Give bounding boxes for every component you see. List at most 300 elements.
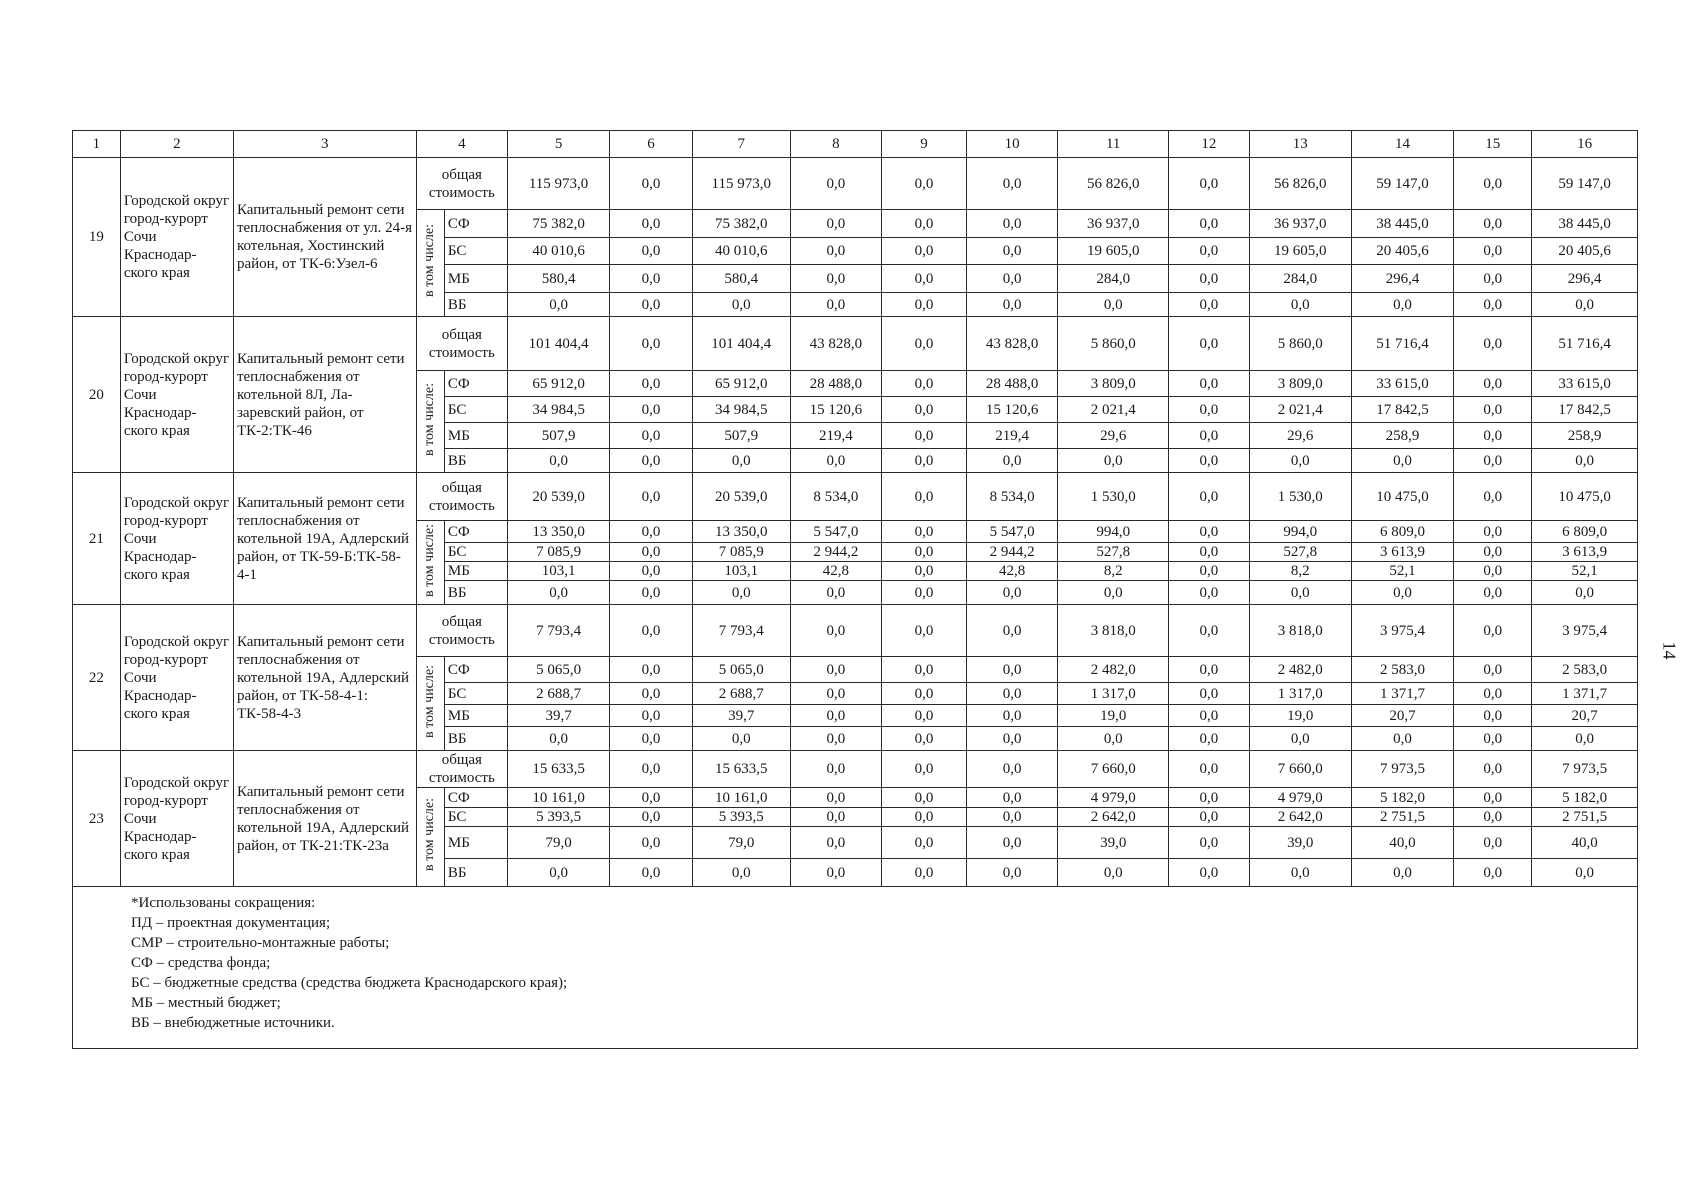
source-value-cell: 0,0: [1532, 293, 1638, 317]
total-value-cell: 43 828,0: [790, 317, 881, 371]
source-value-cell: 0,0: [966, 238, 1057, 265]
source-value-cell: 219,4: [966, 423, 1057, 449]
header-row: [73, 131, 1638, 158]
total-value-cell: 1 530,0: [1249, 473, 1351, 521]
total-cost-label: общая стоимость: [416, 473, 507, 521]
source-value-cell: 0,0: [692, 727, 790, 751]
source-value-cell: 2 944,2: [966, 543, 1057, 562]
total-value-cell: 115 973,0: [692, 158, 790, 210]
source-value-cell: 103,1: [507, 562, 609, 581]
total-cost-label: общая стоимость: [416, 751, 507, 788]
source-value-cell: 33 615,0: [1532, 371, 1638, 397]
source-value-cell: 5 393,5: [507, 808, 609, 827]
source-label: СФ: [444, 371, 507, 397]
source-value-cell: 0,0: [790, 449, 881, 473]
source-value-cell: 36 937,0: [1058, 210, 1169, 238]
source-value-cell: 0,0: [1169, 562, 1249, 581]
source-value-cell: 40,0: [1351, 827, 1453, 859]
source-value-cell: 28 488,0: [790, 371, 881, 397]
row-number: 20: [73, 317, 121, 473]
source-value-cell: 0,0: [1454, 562, 1532, 581]
total-value-cell: 0,0: [1454, 158, 1532, 210]
source-value-cell: 2 021,4: [1058, 397, 1169, 423]
column-header: 13: [1249, 131, 1351, 158]
source-value-cell: 5 547,0: [966, 521, 1057, 543]
source-value-cell: 0,0: [790, 705, 881, 727]
source-value-cell: 0,0: [610, 397, 693, 423]
source-value-cell: 0,0: [692, 449, 790, 473]
column-header: 12: [1169, 131, 1249, 158]
region-cell: Городской округ город-курорт Сочи Краснодар-ского края: [120, 605, 233, 751]
source-value-cell: 0,0: [1058, 293, 1169, 317]
source-value-cell: 1 317,0: [1249, 683, 1351, 705]
object-cell: Капитальный ремонт сети теплоснабжения от котельной 19А, Адлерский район, от ТК-59-Б:ТК-58-4-1: [233, 473, 416, 605]
total-value-cell: 0,0: [882, 605, 967, 657]
source-value-cell: 0,0: [882, 293, 967, 317]
source-value-cell: 0,0: [610, 293, 693, 317]
column-header: 7: [692, 131, 790, 158]
source-value-cell: 0,0: [1249, 449, 1351, 473]
total-value-cell: 0,0: [1169, 605, 1249, 657]
total-value-cell: 0,0: [882, 473, 967, 521]
source-value-cell: 0,0: [790, 808, 881, 827]
source-value-cell: 19 605,0: [1249, 238, 1351, 265]
source-value-cell: 19,0: [1058, 705, 1169, 727]
source-value-cell: 2 021,4: [1249, 397, 1351, 423]
column-header: 6: [610, 131, 693, 158]
source-value-cell: 2 751,5: [1532, 808, 1638, 827]
source-value-cell: 0,0: [1058, 449, 1169, 473]
source-value-cell: 0,0: [507, 727, 609, 751]
total-value-cell: 0,0: [882, 158, 967, 210]
source-value-cell: 0,0: [1532, 859, 1638, 887]
source-value-cell: 0,0: [1454, 449, 1532, 473]
table-row: [73, 751, 1638, 788]
total-value-cell: 0,0: [1169, 317, 1249, 371]
source-value-cell: 0,0: [610, 683, 693, 705]
source-value-cell: 258,9: [1532, 423, 1638, 449]
source-value-cell: 0,0: [790, 683, 881, 705]
source-value-cell: 15 120,6: [966, 397, 1057, 423]
source-value-cell: 0,0: [1169, 423, 1249, 449]
source-value-cell: 40,0: [1532, 827, 1638, 859]
row-number: 23: [73, 751, 121, 887]
total-value-cell: 0,0: [1169, 473, 1249, 521]
region-cell: Городской округ город-курорт Сочи Краснодар-ского края: [120, 751, 233, 887]
source-value-cell: 527,8: [1249, 543, 1351, 562]
total-value-cell: 15 633,5: [692, 751, 790, 788]
source-value-cell: 0,0: [1454, 521, 1532, 543]
source-label: МБ: [444, 827, 507, 859]
source-value-cell: 0,0: [1454, 808, 1532, 827]
column-header: 3: [233, 131, 416, 158]
source-value-cell: 0,0: [966, 581, 1057, 605]
source-value-cell: 296,4: [1532, 265, 1638, 293]
total-value-cell: 115 973,0: [507, 158, 609, 210]
source-value-cell: 0,0: [966, 293, 1057, 317]
source-value-cell: 0,0: [610, 210, 693, 238]
source-value-cell: 580,4: [507, 265, 609, 293]
source-value-cell: 0,0: [692, 581, 790, 605]
source-value-cell: 0,0: [790, 657, 881, 683]
total-value-cell: 51 716,4: [1532, 317, 1638, 371]
object-cell: Капитальный ремонт сети теплоснабжения от котельной 8Л, Ла-заревский район, от ТК-2:ТК-46: [233, 317, 416, 473]
source-value-cell: 13 350,0: [692, 521, 790, 543]
in-that-number-label: [416, 371, 444, 473]
source-value-cell: 52,1: [1532, 562, 1638, 581]
source-value-cell: 0,0: [882, 827, 967, 859]
source-value-cell: 0,0: [882, 727, 967, 751]
source-value-cell: 0,0: [1169, 371, 1249, 397]
source-value-cell: 5 182,0: [1532, 788, 1638, 808]
source-value-cell: 0,0: [1454, 265, 1532, 293]
source-value-cell: 10 161,0: [692, 788, 790, 808]
source-value-cell: 994,0: [1058, 521, 1169, 543]
source-value-cell: 0,0: [1351, 293, 1453, 317]
source-value-cell: 0,0: [507, 293, 609, 317]
source-value-cell: 2 583,0: [1351, 657, 1453, 683]
source-value-cell: 39,7: [507, 705, 609, 727]
source-value-cell: 0,0: [610, 827, 693, 859]
source-value-cell: 0,0: [1169, 808, 1249, 827]
abbreviations-notes: [72, 887, 1638, 1049]
total-value-cell: 0,0: [882, 751, 967, 788]
source-value-cell: 2 482,0: [1249, 657, 1351, 683]
source-value-cell: 0,0: [610, 238, 693, 265]
source-value-cell: 39,0: [1058, 827, 1169, 859]
source-value-cell: 0,0: [1058, 859, 1169, 887]
source-value-cell: 0,0: [1454, 727, 1532, 751]
source-value-cell: 0,0: [610, 788, 693, 808]
source-label: БС: [444, 397, 507, 423]
source-value-cell: 65 912,0: [692, 371, 790, 397]
total-value-cell: 3 975,4: [1351, 605, 1453, 657]
source-value-cell: 258,9: [1351, 423, 1453, 449]
total-cost-label: общая стоимость: [416, 317, 507, 371]
source-value-cell: 20,7: [1351, 705, 1453, 727]
source-value-cell: 0,0: [966, 808, 1057, 827]
source-value-cell: 0,0: [1058, 727, 1169, 751]
source-value-cell: 284,0: [1058, 265, 1169, 293]
source-value-cell: 0,0: [1169, 521, 1249, 543]
total-value-cell: 56 826,0: [1058, 158, 1169, 210]
source-value-cell: 0,0: [610, 265, 693, 293]
source-value-cell: 0,0: [1249, 859, 1351, 887]
source-value-cell: 0,0: [1169, 581, 1249, 605]
source-value-cell: 994,0: [1249, 521, 1351, 543]
source-value-cell: 5 182,0: [1351, 788, 1453, 808]
total-value-cell: 0,0: [610, 158, 693, 210]
source-value-cell: 0,0: [610, 423, 693, 449]
source-value-cell: 6 809,0: [1532, 521, 1638, 543]
source-value-cell: 29,6: [1249, 423, 1351, 449]
source-value-cell: 0,0: [966, 210, 1057, 238]
total-value-cell: 10 475,0: [1532, 473, 1638, 521]
source-value-cell: 0,0: [610, 521, 693, 543]
source-value-cell: 0,0: [882, 657, 967, 683]
source-value-cell: 0,0: [1454, 543, 1532, 562]
source-value-cell: 0,0: [790, 859, 881, 887]
source-value-cell: 0,0: [882, 705, 967, 727]
source-value-cell: 219,4: [790, 423, 881, 449]
source-value-cell: 39,7: [692, 705, 790, 727]
source-value-cell: 284,0: [1249, 265, 1351, 293]
source-value-cell: 40 010,6: [507, 238, 609, 265]
source-value-cell: 0,0: [790, 827, 881, 859]
row-number: 19: [73, 158, 121, 317]
source-value-cell: 65 912,0: [507, 371, 609, 397]
table-row: [73, 605, 1638, 657]
total-value-cell: 7 793,4: [507, 605, 609, 657]
source-value-cell: 0,0: [882, 543, 967, 562]
source-value-cell: 3 809,0: [1058, 371, 1169, 397]
total-value-cell: 59 147,0: [1351, 158, 1453, 210]
source-value-cell: 0,0: [610, 371, 693, 397]
source-value-cell: 0,0: [1169, 210, 1249, 238]
source-value-cell: 0,0: [882, 859, 967, 887]
source-value-cell: 52,1: [1351, 562, 1453, 581]
total-value-cell: 20 539,0: [507, 473, 609, 521]
column-header: 10: [966, 131, 1057, 158]
source-value-cell: 0,0: [966, 727, 1057, 751]
source-value-cell: 0,0: [1532, 727, 1638, 751]
source-label: СФ: [444, 657, 507, 683]
source-value-cell: 29,6: [1058, 423, 1169, 449]
source-value-cell: 3 613,9: [1351, 543, 1453, 562]
source-value-cell: 0,0: [1454, 683, 1532, 705]
total-value-cell: 5 860,0: [1058, 317, 1169, 371]
source-value-cell: 0,0: [1351, 727, 1453, 751]
source-value-cell: 0,0: [610, 449, 693, 473]
source-value-cell: 1 371,7: [1351, 683, 1453, 705]
total-value-cell: 0,0: [610, 473, 693, 521]
source-label: МБ: [444, 423, 507, 449]
source-value-cell: 0,0: [1249, 581, 1351, 605]
total-value-cell: 0,0: [610, 317, 693, 371]
source-label: ВБ: [444, 581, 507, 605]
source-value-cell: 4 979,0: [1058, 788, 1169, 808]
source-value-cell: 0,0: [507, 581, 609, 605]
source-value-cell: 15 120,6: [790, 397, 881, 423]
total-value-cell: 59 147,0: [1532, 158, 1638, 210]
source-value-cell: 0,0: [790, 210, 881, 238]
row-number: 22: [73, 605, 121, 751]
note-item-smr: СМР – строительно-монтажные работы;: [131, 935, 390, 951]
source-value-cell: 0,0: [610, 808, 693, 827]
source-value-cell: 0,0: [790, 788, 881, 808]
total-value-cell: 51 716,4: [1351, 317, 1453, 371]
object-cell: Капитальный ремонт сети теплоснабжения от ул. 24-я котельная, Хостинский район, от ТК-6:Узел-6: [233, 158, 416, 317]
note-item-vb: ВБ – внебюджетные источники.: [131, 1015, 335, 1031]
source-value-cell: 507,9: [507, 423, 609, 449]
source-value-cell: 580,4: [692, 265, 790, 293]
source-label: ВБ: [444, 859, 507, 887]
table-row: [73, 158, 1638, 210]
region-cell: Городской округ город-курорт Сочи Краснодар-ского края: [120, 317, 233, 473]
source-value-cell: 0,0: [1169, 727, 1249, 751]
source-value-cell: 0,0: [1169, 705, 1249, 727]
total-value-cell: 3 818,0: [1249, 605, 1351, 657]
source-label: МБ: [444, 265, 507, 293]
source-value-cell: 0,0: [882, 449, 967, 473]
source-value-cell: 0,0: [1454, 705, 1532, 727]
total-value-cell: 1 530,0: [1058, 473, 1169, 521]
source-label: МБ: [444, 562, 507, 581]
source-value-cell: 0,0: [1454, 827, 1532, 859]
source-value-cell: 0,0: [1351, 449, 1453, 473]
source-value-cell: 20 405,6: [1532, 238, 1638, 265]
source-value-cell: 33 615,0: [1351, 371, 1453, 397]
total-value-cell: 0,0: [790, 158, 881, 210]
total-value-cell: 0,0: [882, 317, 967, 371]
source-value-cell: 0,0: [882, 562, 967, 581]
total-value-cell: 101 404,4: [507, 317, 609, 371]
source-value-cell: 0,0: [1454, 293, 1532, 317]
in-that-number-label: [416, 657, 444, 751]
source-value-cell: 0,0: [1454, 397, 1532, 423]
source-value-cell: 0,0: [882, 788, 967, 808]
source-value-cell: 0,0: [1351, 581, 1453, 605]
source-label: СФ: [444, 788, 507, 808]
source-label: БС: [444, 543, 507, 562]
source-value-cell: 0,0: [1249, 293, 1351, 317]
total-cost-label: общая стоимость: [416, 158, 507, 210]
source-value-cell: 0,0: [1454, 371, 1532, 397]
source-value-cell: 79,0: [507, 827, 609, 859]
source-value-cell: 3 613,9: [1532, 543, 1638, 562]
source-value-cell: 296,4: [1351, 265, 1453, 293]
source-value-cell: 0,0: [610, 859, 693, 887]
source-value-cell: 0,0: [966, 265, 1057, 293]
source-label: БС: [444, 683, 507, 705]
source-value-cell: 0,0: [1454, 788, 1532, 808]
source-value-cell: 0,0: [882, 521, 967, 543]
source-value-cell: 42,8: [790, 562, 881, 581]
in-that-number-text: в том числе:: [422, 664, 438, 738]
column-header: 1: [73, 131, 121, 158]
source-value-cell: 28 488,0: [966, 371, 1057, 397]
source-label: БС: [444, 238, 507, 265]
column-header: 14: [1351, 131, 1453, 158]
source-value-cell: 0,0: [790, 238, 881, 265]
total-value-cell: 0,0: [966, 158, 1057, 210]
region-cell: Городской округ город-курорт Сочи Краснодар-ского края: [120, 473, 233, 605]
source-value-cell: 42,8: [966, 562, 1057, 581]
source-value-cell: 0,0: [507, 859, 609, 887]
column-header: 8: [790, 131, 881, 158]
total-value-cell: 0,0: [610, 751, 693, 788]
source-value-cell: 8,2: [1249, 562, 1351, 581]
source-value-cell: 2 642,0: [1249, 808, 1351, 827]
total-value-cell: 7 660,0: [1058, 751, 1169, 788]
source-value-cell: 0,0: [610, 562, 693, 581]
object-cell: Капитальный ремонт сети теплоснабжения от котельной 19А, Адлерский район, от ТК-58-4-1: ТК-58-4-3: [233, 605, 416, 751]
source-value-cell: 1 371,7: [1532, 683, 1638, 705]
in-that-number-text: в том числе:: [422, 523, 438, 597]
source-value-cell: 0,0: [692, 859, 790, 887]
row-number: 21: [73, 473, 121, 605]
source-value-cell: 0,0: [1169, 788, 1249, 808]
source-label: ВБ: [444, 293, 507, 317]
source-value-cell: 2 482,0: [1058, 657, 1169, 683]
total-value-cell: 8 534,0: [966, 473, 1057, 521]
source-value-cell: 0,0: [1169, 827, 1249, 859]
total-value-cell: 0,0: [966, 751, 1057, 788]
source-value-cell: 0,0: [966, 683, 1057, 705]
source-value-cell: 34 984,5: [692, 397, 790, 423]
source-value-cell: 75 382,0: [507, 210, 609, 238]
source-value-cell: 8,2: [1058, 562, 1169, 581]
note-item-bs: БС – бюджетные средства (средства бюджета Краснодарского края);: [131, 975, 568, 991]
source-value-cell: 0,0: [610, 657, 693, 683]
source-value-cell: 2 583,0: [1532, 657, 1638, 683]
total-value-cell: 0,0: [1454, 751, 1532, 788]
source-value-cell: 0,0: [1454, 859, 1532, 887]
page-number: 14: [1659, 641, 1680, 660]
source-value-cell: 38 445,0: [1532, 210, 1638, 238]
in-that-number-label: [416, 788, 444, 887]
source-value-cell: 0,0: [966, 859, 1057, 887]
column-header: 9: [882, 131, 967, 158]
total-value-cell: 3 818,0: [1058, 605, 1169, 657]
source-value-cell: 0,0: [610, 581, 693, 605]
source-value-cell: 7 085,9: [692, 543, 790, 562]
source-value-cell: 0,0: [882, 371, 967, 397]
in-that-number-text: в том числе:: [422, 224, 438, 297]
total-value-cell: 15 633,5: [507, 751, 609, 788]
total-value-cell: 0,0: [1454, 605, 1532, 657]
source-value-cell: 0,0: [1169, 543, 1249, 562]
source-value-cell: 6 809,0: [1351, 521, 1453, 543]
source-value-cell: 0,0: [966, 657, 1057, 683]
source-value-cell: 0,0: [966, 827, 1057, 859]
total-value-cell: 8 534,0: [790, 473, 881, 521]
source-value-cell: 1 317,0: [1058, 683, 1169, 705]
source-value-cell: 5 065,0: [507, 657, 609, 683]
source-value-cell: 0,0: [882, 423, 967, 449]
table-row: [73, 317, 1638, 371]
object-cell: Капитальный ремонт сети теплоснабжения от котельной 19А, Адлерский район, от ТК-21:ТК-23а: [233, 751, 416, 887]
column-header: 15: [1454, 131, 1532, 158]
source-label: ВБ: [444, 727, 507, 751]
source-value-cell: 0,0: [1532, 581, 1638, 605]
source-value-cell: 2 688,7: [507, 683, 609, 705]
total-value-cell: 10 475,0: [1351, 473, 1453, 521]
note-item-sf: СФ – средства фонда;: [131, 955, 271, 971]
source-value-cell: 13 350,0: [507, 521, 609, 543]
source-value-cell: 0,0: [610, 705, 693, 727]
source-value-cell: 0,0: [882, 808, 967, 827]
total-value-cell: 7 973,5: [1532, 751, 1638, 788]
source-value-cell: 2 751,5: [1351, 808, 1453, 827]
source-value-cell: 0,0: [1169, 859, 1249, 887]
source-value-cell: 0,0: [966, 705, 1057, 727]
in-that-number-text: в том числе:: [422, 798, 438, 871]
source-value-cell: 4 979,0: [1249, 788, 1351, 808]
column-header: 5: [507, 131, 609, 158]
total-value-cell: 43 828,0: [966, 317, 1057, 371]
source-value-cell: 0,0: [1169, 449, 1249, 473]
source-value-cell: 0,0: [692, 293, 790, 317]
source-value-cell: 0,0: [790, 727, 881, 751]
source-value-cell: 0,0: [1169, 238, 1249, 265]
funding-table: [72, 130, 1638, 887]
source-value-cell: 5 393,5: [692, 808, 790, 827]
total-value-cell: 0,0: [790, 751, 881, 788]
total-value-cell: 0,0: [1454, 473, 1532, 521]
source-value-cell: 0,0: [1169, 293, 1249, 317]
table-row: [73, 473, 1638, 521]
